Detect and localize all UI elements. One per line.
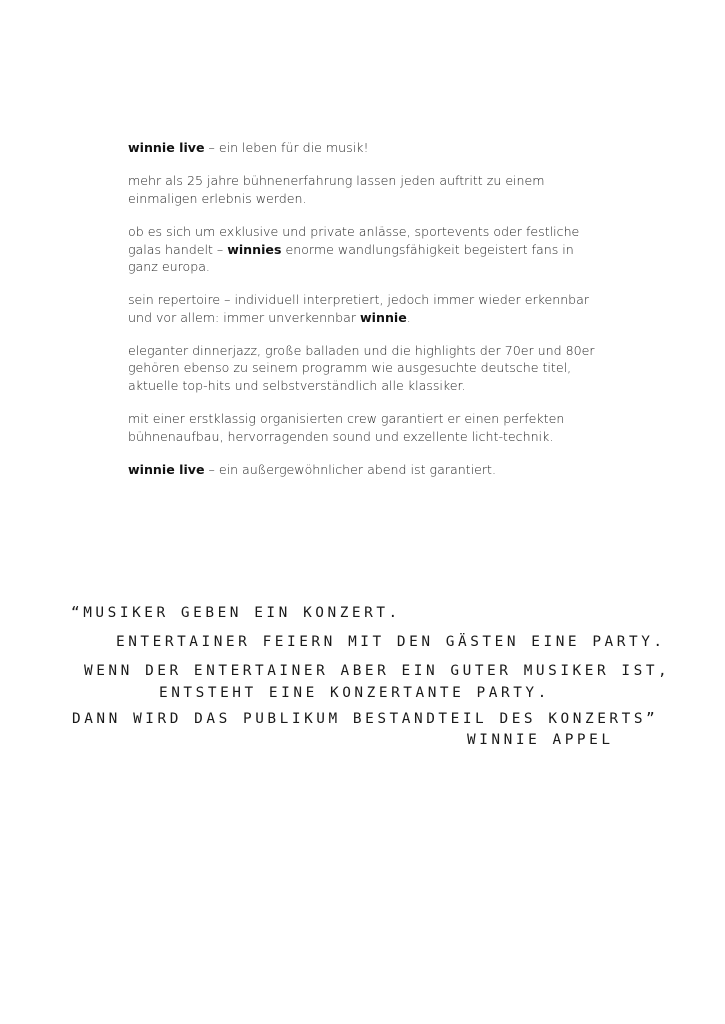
text-line: galas handelt – xyxy=(128,241,228,257)
text-line: und vor allem: immer unverkennbar xyxy=(128,309,361,325)
intro-paragraph-7 xyxy=(128,461,628,478)
quote-line-5: DANN WIRD DAS PUBLIKUM BESTANDTEIL DES KONZERTS” xyxy=(72,711,659,727)
brand-name: winnies xyxy=(227,241,282,257)
brand-name: winnie live xyxy=(128,461,205,477)
intro-paragraph-6 xyxy=(128,410,628,445)
text-line: einmaligen erlebnis werden. xyxy=(128,190,307,206)
quote-line-4: ENTSTEHT EINE KONZERTANTE PARTY. xyxy=(159,685,550,701)
text-line: sein repertoire – individuell interpretiert, jedoch immer wieder erkennbar xyxy=(128,292,590,308)
quote-line-2: ENTERTAINER FEIERN MIT DEN GÄSTEN EINE PARTY. xyxy=(116,634,666,650)
text-line: aktuelle top-hits und selbstverständlich alle klassiker. xyxy=(128,377,466,393)
intro-paragraph-5 xyxy=(128,342,628,394)
quote-line-1: “MUSIKER GEBEN EIN KONZERT. xyxy=(71,605,401,621)
closing-line: – ein außergewöhnlicher abend ist garantiert. xyxy=(204,461,496,477)
text-line: mehr als 25 jahre bühnenerfahrung lassen jeden auftritt zu einem xyxy=(128,173,545,189)
quote-author: WINNIE APPEL xyxy=(467,732,614,748)
intro-text xyxy=(128,139,628,494)
text-line: eleganter dinnerjazz, große balladen und die highlights der 70er und 80er xyxy=(128,343,595,359)
text-line: enorme wandlungsfähigkeit begeistert fans in xyxy=(281,241,574,257)
text-line: bühnenaufbau, hervorragenden sound und exzellente licht-technik. xyxy=(128,428,554,444)
text-line: . xyxy=(406,309,411,325)
intro-paragraph-4 xyxy=(128,291,628,326)
intro-paragraph-3 xyxy=(128,223,628,275)
quote-block xyxy=(0,602,725,763)
quote-line-3: WENN DER ENTERTAINER ABER EIN GUTER MUSIKER IST, xyxy=(84,663,671,679)
intro-paragraph-1 xyxy=(128,139,628,156)
brand-name: winnie live xyxy=(128,140,205,155)
text-line: gehören ebenso zu seinem programm wie ausgesuchte deutsche titel, xyxy=(128,360,572,376)
tagline: – ein leben für die musik! xyxy=(204,140,369,155)
text-line: ob es sich um exklusive und private anlässe, sportevents oder festliche xyxy=(128,224,580,240)
intro-paragraph-2 xyxy=(128,172,628,207)
text-line: mit einer erstklassig organisierten crew garantiert er einen perfekten xyxy=(128,411,565,427)
brand-name: winnie xyxy=(360,309,407,325)
text-line: ganz europa. xyxy=(128,258,210,274)
